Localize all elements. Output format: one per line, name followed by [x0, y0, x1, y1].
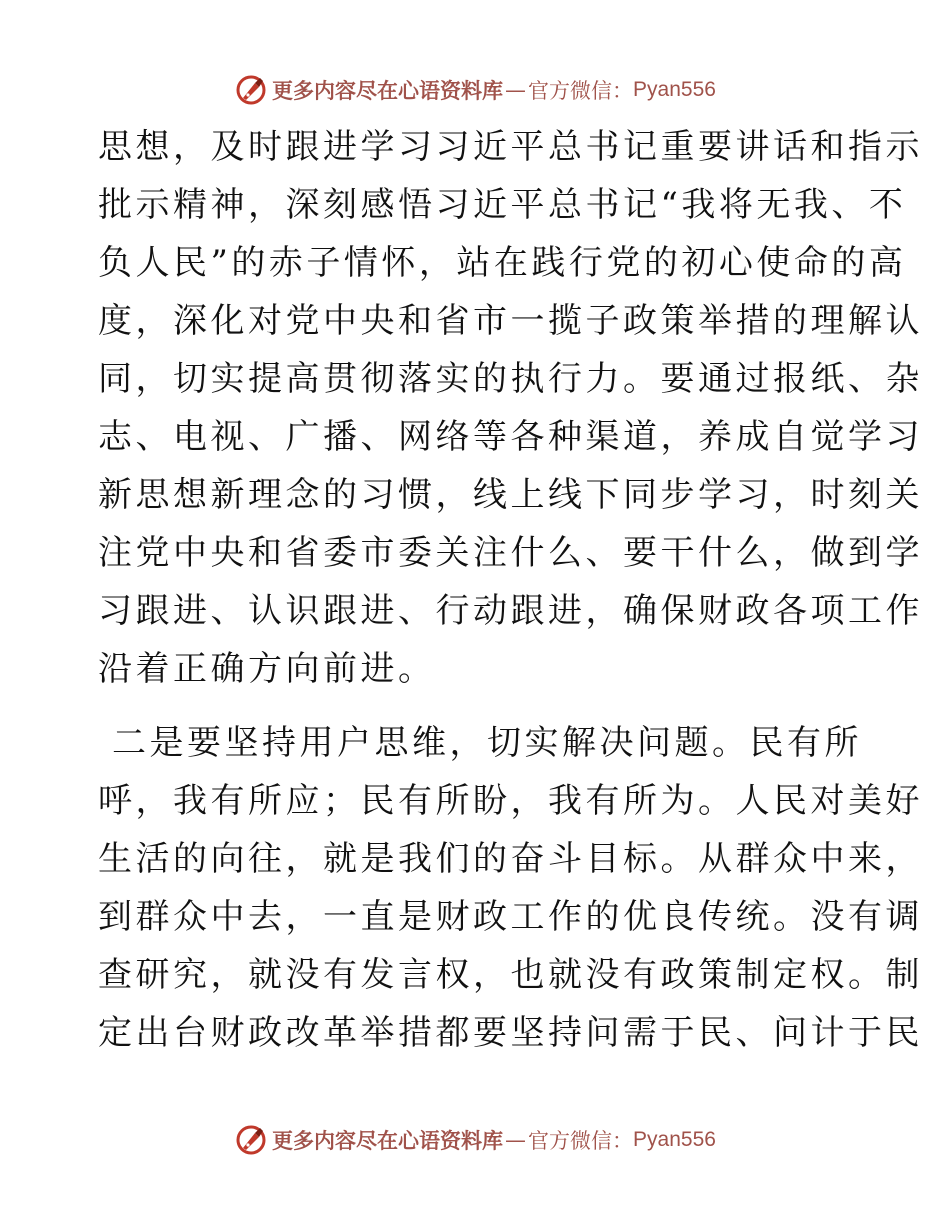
- text-line: 度，深化对党中央和省市一揽子政策举措的理解认: [98, 301, 923, 341]
- banner-official-label: 官方微信：: [528, 79, 634, 103]
- text-line: 负人民”的赤子情怀，站在践行党的初心使命的高: [98, 243, 907, 283]
- pen-logo-icon: [234, 73, 268, 107]
- banner-official-label: 官方微信：: [528, 1129, 634, 1153]
- banner-brand-text: 更多内容尽在心语资料库: [272, 78, 504, 103]
- text-line: 沿着正确方向前进。: [98, 649, 436, 689]
- banner-dash: —: [505, 78, 527, 102]
- banner-wechat-id: Pyan556: [633, 78, 716, 101]
- text-line: 注党中央和省委市委关注什么、要干什么，做到学: [98, 533, 923, 573]
- paragraph-spacer: [98, 698, 858, 714]
- banner-brand-text: 更多内容尽在心语资料库: [272, 1128, 504, 1153]
- paragraph-1: [98, 118, 923, 698]
- text-line: 生活的向往，就是我们的奋斗目标。从群众中来，: [98, 839, 923, 879]
- text-line: 同，切实提高贯彻落实的执行力。要通过报纸、杂: [98, 359, 923, 399]
- text-line: 批示精神，深刻感悟习近平总书记“我将无我、不: [98, 185, 907, 225]
- text-line: 新思想新理念的习惯，线上线下同步学习，时刻关: [98, 475, 923, 515]
- text-line: 习跟进、认识跟进、行动跟进，确保财政各项工作: [98, 591, 923, 631]
- banner-dash: —: [505, 1128, 527, 1152]
- text-line: 二是要坚持用户思维，切实解决问题。民有所: [112, 723, 862, 763]
- text-line: 到群众中去，一直是财政工作的优良传统。没有调: [98, 897, 923, 937]
- paragraph-2: [98, 714, 923, 1062]
- text-line: 呼，我有所应；民有所盼，我有所为。人民对美好: [98, 781, 923, 821]
- text-line: 定出台财政改革举措都要坚持问需于民、问计于民: [98, 1013, 923, 1053]
- text-line: 志、电视、广播、网络等各种渠道，养成自觉学习: [98, 417, 923, 457]
- banner-wechat-id: Pyan556: [633, 1128, 716, 1151]
- pen-logo-icon: [234, 1123, 268, 1157]
- document-body: [98, 118, 923, 1062]
- header-banner: [0, 70, 950, 110]
- footer-banner: [0, 1120, 950, 1160]
- text-line: 查研究，就没有发言权，也就没有政策制定权。制: [98, 955, 923, 995]
- text-line: 思想，及时跟进学习习近平总书记重要讲话和指示: [98, 127, 923, 167]
